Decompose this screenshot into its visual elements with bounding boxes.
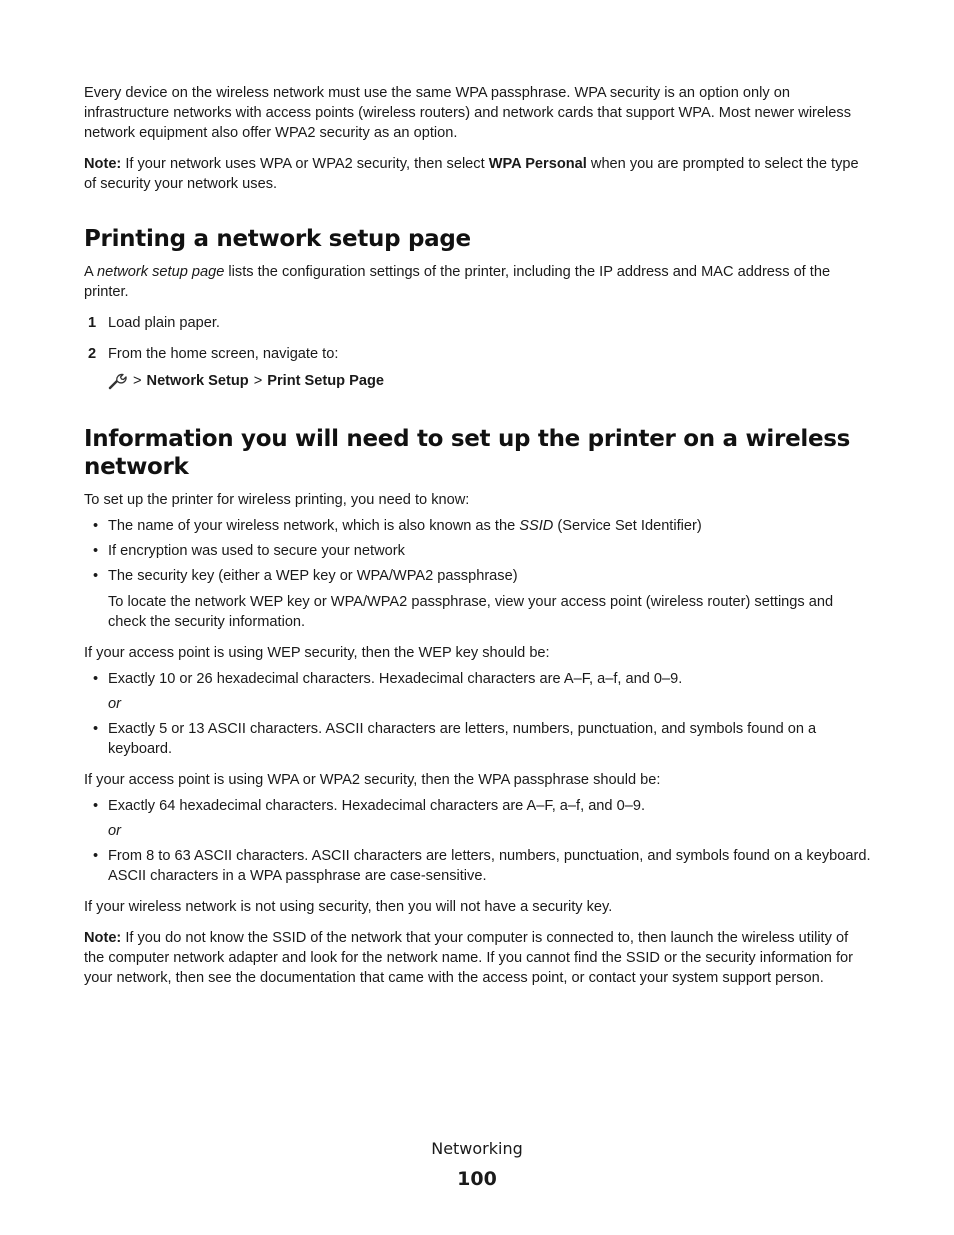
step-item [84, 313, 872, 333]
bullet: • [93, 848, 99, 864]
list-item [84, 719, 872, 759]
bullet: • [93, 568, 99, 584]
list-item-text: From 8 to 63 ASCII characters. ASCII characters are letters, numbers, punctuation, and symbols found on a keyboard. ASCII characters in a WPA passphrase are case-sensitive. [108, 848, 871, 884]
no-security-paragraph: If your wireless network is not using security, then you will not have a security key. [84, 899, 613, 915]
bullet: • [93, 798, 99, 814]
note-text: If you do not know the SSID of the network that your computer is connected to, then launch the wireless utility of the computer network adapter and look for the network name. If you cannot find the SSID or the security information for your network, then see the documentation that came with the access point, or contact your system support person. [84, 930, 854, 986]
bullet: • [93, 518, 99, 534]
list-item-text: If encryption was used to secure your network [108, 543, 405, 559]
wrench-icon [108, 372, 128, 390]
wpa-list [84, 846, 872, 886]
note-text: when you are prompted to select the type of security your network uses. [84, 156, 859, 192]
list-item-text: Exactly 5 or 13 ASCII characters. ASCII characters are letters, numbers, punctuation, and symbols found on a keyboard. [108, 721, 817, 757]
desc-text: A [84, 264, 97, 280]
footer-page-number: 100 [457, 1168, 497, 1190]
intro-paragraph: Every device on the wireless network must use the same WPA passphrase. WPA security is an option only on infrastructure networks with access points (wireless routers) and network cards that support WPA. Most newer wireless network equipment also offer WPA2 security as an option. [84, 85, 851, 141]
list-item [84, 846, 872, 886]
section-heading-wireless-info: Information you will need to set up the printer on a wireless network [84, 426, 851, 480]
section-intro: To set up the printer for wireless printing, you need to know: [84, 492, 470, 508]
or-separator: or [108, 823, 121, 839]
ssid-term: SSID [519, 518, 554, 534]
path-item-print-setup-page: Print Setup Page [267, 373, 385, 389]
ssid-note [84, 928, 872, 988]
wep-list [84, 719, 872, 759]
navigation-path [108, 371, 872, 391]
wep-intro: If your access point is using WEP security, then the WEP key should be: [84, 645, 550, 661]
note-label: Note: [84, 156, 122, 172]
step-text: Load plain paper. [108, 315, 220, 331]
desc-text: lists the configuration settings of the printer, including the IP address and MAC address of the printer. [84, 264, 831, 300]
wpa-intro: If your access point is using WPA or WPA2 security, then the WPA passphrase should be: [84, 772, 661, 788]
bullet: • [93, 671, 99, 687]
list-item-text: Exactly 64 hexadecimal characters. Hexadecimal characters are A–F, a–f, and 0–9. [108, 798, 646, 814]
path-separator: > [133, 373, 142, 389]
step-text: From the home screen, navigate to: [108, 346, 339, 362]
step-number: 2 [88, 346, 97, 362]
note-label: Note: [84, 930, 122, 946]
section-heading-network-setup-page: Printing a network setup page [84, 226, 471, 252]
requirements-list [84, 516, 872, 586]
list-item [84, 669, 872, 689]
list-item-text: The name of your wireless network, which is also known as the [108, 518, 520, 534]
list-item [84, 516, 872, 536]
wpa-list [84, 796, 872, 816]
desc-term: network setup page [96, 264, 225, 280]
path-item-network-setup: Network Setup [146, 373, 249, 389]
section-description [84, 262, 872, 302]
intro-note [84, 154, 872, 194]
wep-list [84, 669, 872, 689]
list-item-text: Exactly 10 or 26 hexadecimal characters. Hexadecimal characters are A–F, a–f, and 0–9. [108, 671, 683, 687]
step-item [84, 344, 872, 391]
or-separator: or [108, 696, 121, 712]
bullet: • [93, 543, 99, 559]
path-separator: > [253, 373, 263, 389]
note-bold-option: WPA Personal [488, 156, 587, 172]
list-item [84, 541, 872, 561]
list-item-text: The security key (either a WEP key or WPA/WPA2 passphrase) [108, 568, 518, 584]
list-item-text: (Service Set Identifier) [553, 518, 702, 534]
bullet: • [93, 721, 99, 737]
list-item [84, 566, 872, 586]
page-content [84, 83, 872, 999]
note-text: If your network uses WPA or WPA2 security, then select [121, 156, 489, 172]
footer-section-title: Networking [431, 1139, 523, 1158]
locate-key-paragraph: To locate the network WEP key or WPA/WPA2 passphrase, view your access point (wireless router) settings and check the security information. [108, 594, 834, 630]
steps-list [84, 313, 872, 391]
list-item [84, 796, 872, 816]
step-number: 1 [88, 315, 97, 331]
